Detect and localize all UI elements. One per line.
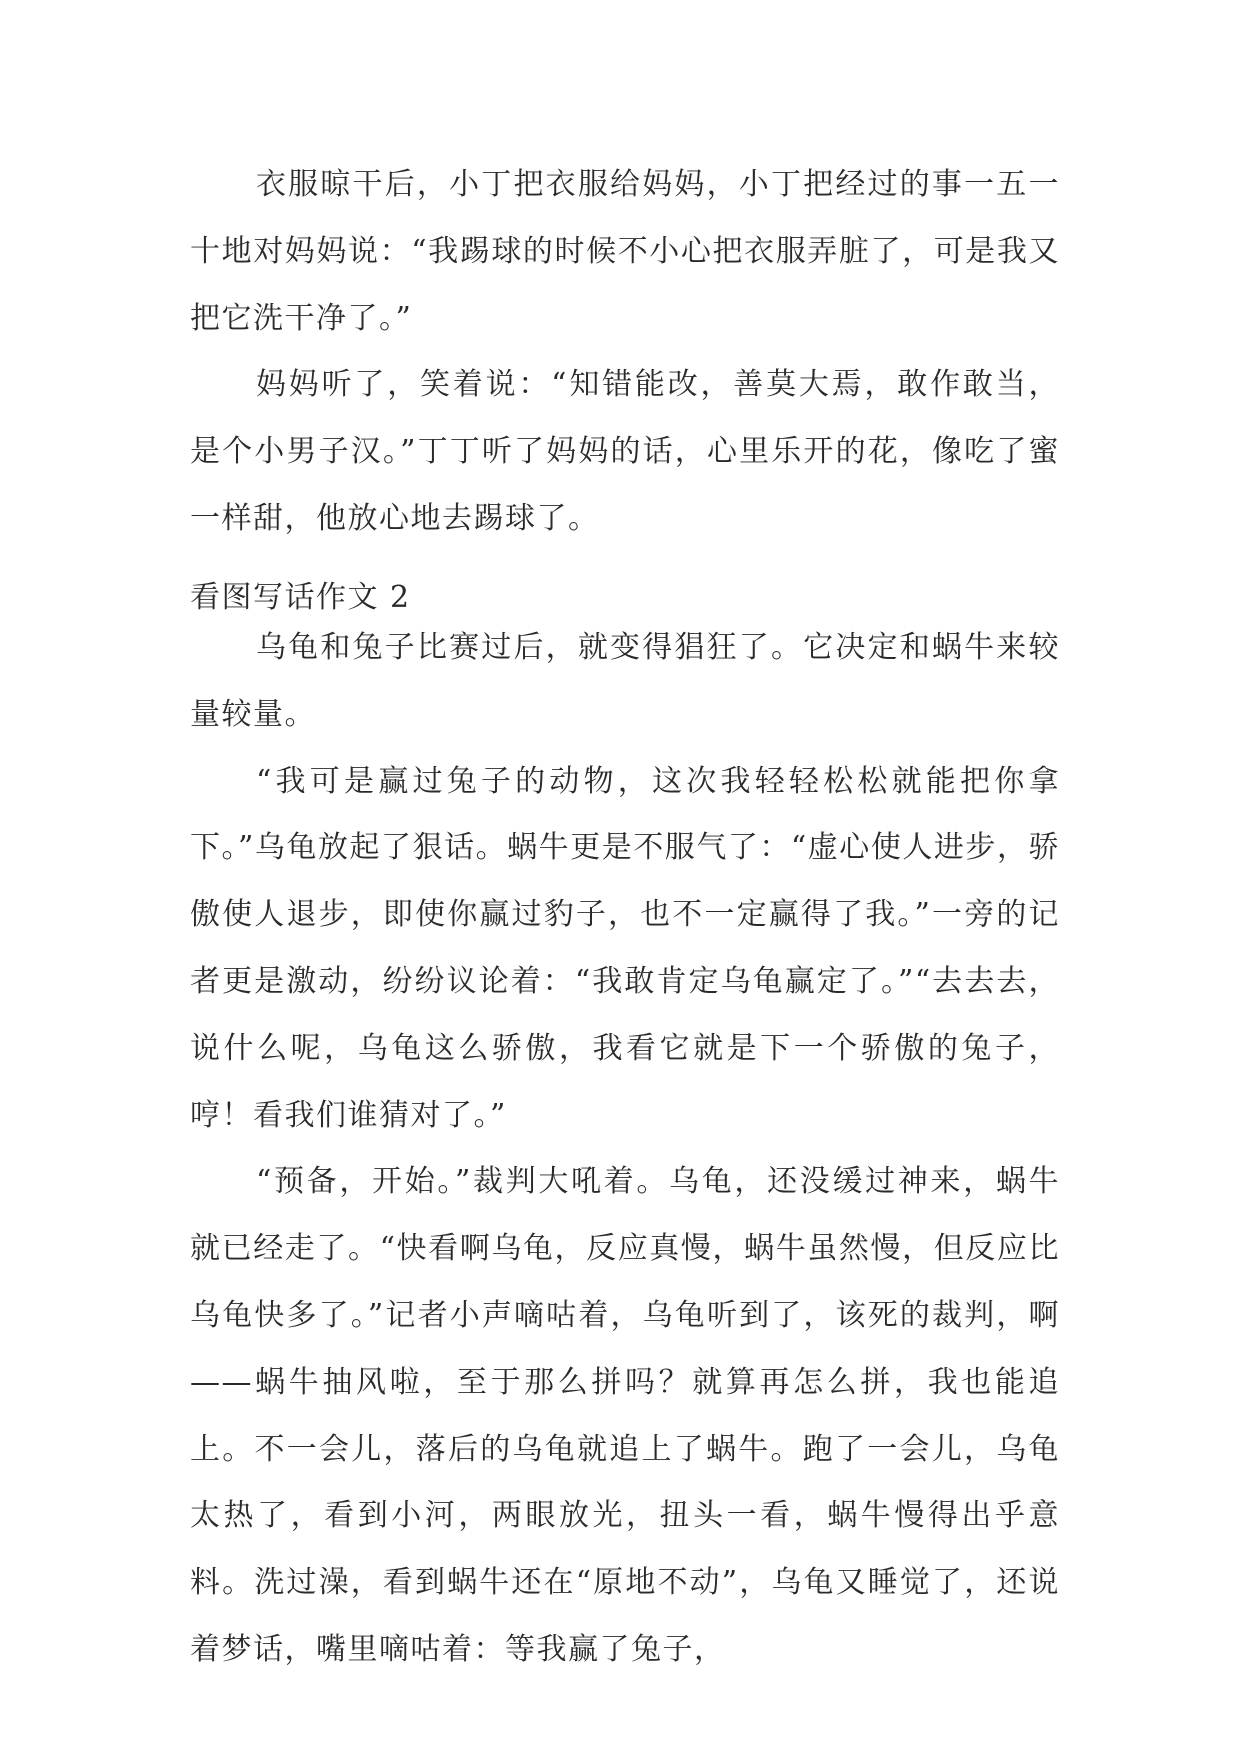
paragraph: “预备，开始。”裁判大吼着。乌龟，还没缓过神来，蜗牛就已经走了。“快看啊乌龟，反应真慢，蜗牛虽然慢，但反应比乌龟快多了。”记者小声嘀咕着，乌龟听到了，该死的裁判，啊——蜗牛抽风啦，至于那么拼吗？就算再怎么拼，我也能追上。不一会儿，落后的乌龟就追上了蜗牛。跑了一会儿，乌龟太热了，看到小河，两眼放光，扭头一看，蜗牛慢得出乎意料。洗过澡，看到蜗牛还在“原地不动”，乌龟又睡觉了，还说着梦话，嘴里嘀咕着：等我赢了兔子， xyxy=(190,1164,1060,1667)
paragraph: 乌龟和兔子比赛过后，就变得猖狂了。它决定和蜗牛来较量较量。 xyxy=(190,630,1060,732)
paragraph: 妈妈听了，笑着说：“知错能改，善莫大焉，敢作敢当，是个小男子汉。”丁丁听了妈妈的话，心里乐开的花，像吃了蜜一样甜，他放心地去踢球了。 xyxy=(190,367,1060,536)
story-body xyxy=(190,615,1060,1684)
section-heading: 看图写话作文 2 xyxy=(190,580,411,615)
paragraph: 衣服晾干后，小丁把衣服给妈妈，小丁把经过的事一五一十地对妈妈说：“我踢球的时候不小心把衣服弄脏了，可是我又把它洗干净了。” xyxy=(190,167,1060,336)
paragraph: “我可是赢过兔子的动物，这次我轻轻松松就能把你拿下。”乌龟放起了狠话。蜗牛更是不服气了：“虚心使人进步，骄傲使人退步，即使你赢过豹子，也不一定赢得了我。”一旁的记者更是激动，纷纷议论着：“我敢肯定乌龟赢定了。”“去去去，说什么呢，乌龟这么骄傲，我看它就是下一个骄傲的兔子，哼！看我们谁猜对了。” xyxy=(190,763,1060,1133)
story-continuation xyxy=(190,152,1060,553)
